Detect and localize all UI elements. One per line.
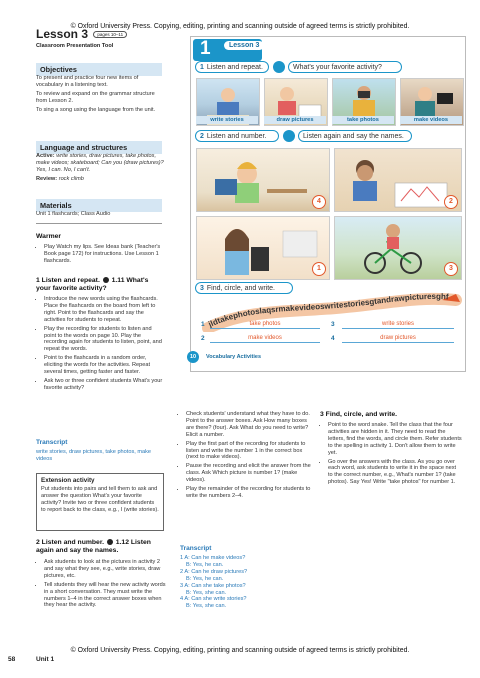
children-drawing-illustration	[335, 149, 461, 211]
scene-number: 4	[312, 195, 326, 209]
pb-activity3-text: Find, circle, and write.	[206, 285, 275, 292]
pb-activity2-number: 2	[200, 133, 204, 140]
activity3-list	[320, 422, 462, 488]
girl-tablet-illustration	[197, 217, 329, 279]
answer-number: 4	[331, 335, 335, 342]
activity2-list-a	[36, 559, 166, 611]
transcript-line: 3 A: Can she take photos?	[180, 582, 246, 589]
boy-laptop-illustration	[197, 149, 329, 211]
active-text: write stories, draw pictures, take photos, make videos; skateboard; Can you (draw pictures)? Yes, I can. No, I can't.	[36, 153, 164, 173]
extension-activity-box	[36, 473, 164, 531]
active-label: Active:	[36, 153, 55, 159]
pb-activity1-bar	[195, 61, 269, 73]
copyright-notice-top: © Oxford University Press. Copying, editing, printing and scanning outside of agreed terms is strictly prohibited.	[70, 23, 410, 30]
list-item: • Play the recording for students to listen and point to the words on page 10. Play the recording again for students to listen, point, and repeat the words.	[44, 326, 164, 354]
answer-line[interactable]: write stories	[342, 320, 454, 329]
scene-boy-making-videos	[196, 148, 330, 212]
lesson-title	[36, 27, 127, 41]
warmer-heading: Warmer	[36, 233, 62, 240]
objectives-list	[36, 75, 164, 116]
caption-write-stories: write stories	[196, 116, 258, 124]
list-item: • Point to the flashcards in a random order, eliciting the words for the activities. Repeat several times, getting faster and faster.	[44, 355, 164, 376]
vocabulary-activities-label: Vocabulary Activities	[206, 354, 262, 360]
list-item: • Ask two or three confident students What's your favorite activity?	[44, 378, 164, 392]
scene-children-drawing	[334, 148, 462, 212]
activity2-list-b	[178, 411, 312, 502]
pages-badge: pages 10–11	[93, 31, 127, 38]
materials-heading: Materials	[36, 199, 162, 212]
caption-draw-pictures: draw pictures	[264, 116, 326, 124]
caption-take-photos: take photos	[332, 116, 394, 124]
language-heading: Language and structures	[36, 141, 162, 154]
materials-text: Unit 1 flashcards; Class Audio	[36, 211, 111, 217]
warmer-list	[36, 244, 164, 267]
extension-heading: Extension activity	[41, 477, 95, 484]
language-text	[36, 153, 164, 185]
pb-activity3-number: 3	[200, 285, 204, 292]
transcript-line: B: Yes, he can.	[186, 561, 224, 568]
pb-activity2-text: Listen and number.	[206, 133, 267, 140]
pb-activity2-bar-2: Listen again and say the names.	[298, 130, 412, 142]
list-item: • Tell students they will hear the new activity words in a short conversation. They must write the numbers 1–4 in the correct answer boxes when they hear the activity.	[44, 582, 166, 610]
caption-make-videos: make videos	[400, 116, 462, 124]
transcript-line: B: Yes, he can.	[186, 575, 224, 582]
answer-number: 3	[331, 321, 335, 328]
review-text: rock climb	[58, 176, 84, 182]
scene-number: 2	[444, 195, 458, 209]
pb-activity1-number: 1	[200, 64, 204, 71]
scene-number: 3	[444, 262, 458, 276]
scene-girl-with-tablet	[196, 216, 330, 280]
answer-line[interactable]: make videos	[210, 334, 320, 343]
activity3-heading: 3 Find, circle, and write.	[320, 411, 398, 418]
pb-activity2-bar	[195, 130, 279, 142]
activity1-list	[36, 296, 164, 394]
transcript-line: 2 A: Can he draw pictures?	[180, 568, 248, 575]
pb-activity1-question-bar: What's your favorite activity?	[288, 61, 402, 73]
divider	[36, 223, 162, 224]
answer-number: 1	[201, 321, 205, 328]
transcript-line: B: Yes, she can.	[186, 603, 227, 610]
answer-line[interactable]: take photos	[210, 320, 320, 329]
lesson-title-text: Lesson 3	[36, 27, 89, 41]
activity2-heading	[36, 539, 164, 555]
transcript-line: 1 A: Can he make videos?	[180, 555, 246, 561]
list-item: • Play the remainder of the recording for students to write the numbers 2–4.	[186, 486, 312, 500]
answer-number: 2	[201, 335, 205, 342]
activity1-track: 1.11 What's your favorite activity?	[36, 277, 149, 292]
page-badge: 10	[187, 351, 199, 363]
review-label: Review:	[36, 176, 58, 182]
list-item: • Check students' understand what they have to do. Point to the answer boxes. Ask How many boxes are there? (four). Ask What do you need to write? Elicit a number.	[186, 411, 312, 439]
activity2-track: 1.12 Listen again and say the names.	[36, 539, 151, 554]
objective-item: To review and expand on the grammar structure from Lesson 2.	[36, 91, 155, 104]
activity1-transcript-heading: Transcript	[36, 439, 68, 446]
objective-item: To sing a song using the language from the unit.	[36, 107, 156, 113]
activity1-heading	[36, 277, 164, 293]
objective-item: To present and practice four new items of vocabulary in a listening text.	[36, 75, 139, 88]
transcript-line: 4 A: Can she write stories?	[180, 596, 247, 603]
scene-boy-on-bike	[334, 216, 462, 280]
transcript-line: B: Yes, she can.	[186, 589, 227, 596]
list-item: • Introduce the new words using the flashcards. Place the flashcards on the board from left to right. Point to the flashcards and say the activities for students to repeat.	[44, 296, 164, 324]
audio-icon	[103, 277, 109, 283]
list-item: • Play the first part of the recording for students to listen and write the number 1 in the correct box (next to make videos).	[186, 441, 312, 462]
footer-unit: Unit 1	[36, 656, 55, 663]
unit-number: 1	[200, 38, 211, 59]
activity2-transcript-heading: Transcript	[180, 545, 212, 552]
copyright-notice-bottom: © Oxford University Press. Copying, editing, printing and scanning outside of agreed terms is strictly prohibited.	[70, 647, 410, 654]
list-item: • Ask students to look at the pictures in activity 2 and say what they see, e.g., write stories, draw pictures, etc.	[44, 559, 166, 580]
scene-number: 1	[312, 262, 326, 276]
list-item: • Point to the word snake. Tell the class that the four activities are hidden in it. They need to read the letters, find the words, and circle them. Refer students to the spelling in activity 1. Don't allow them to write yet.	[328, 422, 462, 457]
audio-icon	[107, 539, 113, 545]
audio-icon	[283, 130, 295, 142]
list-item: • Play Watch my lips. See Ideas bank (Teacher's Book page 172) for instructions. Use Lesson 1 flashcards.	[44, 244, 164, 265]
activity2-title: 2 Listen and number.	[36, 539, 104, 546]
activity1-transcript: write stories, draw pictures, take photos, make videos	[36, 449, 152, 462]
lesson-subtitle: Classroom Presentation Tool	[36, 43, 114, 49]
pb-activity1-text: Listen and repeat.	[206, 64, 263, 71]
activity2-transcript	[180, 555, 300, 610]
activity1-title: 1 Listen and repeat.	[36, 277, 100, 284]
objectives-heading: Objectives	[36, 63, 162, 76]
answer-line[interactable]: draw pictures	[342, 334, 454, 343]
boy-bike-illustration	[335, 217, 461, 279]
list-item: • Go over the answers with the class. As you go over each word, ask students to write it in the space next to the correct number, e.g., What's number 1? (take photos). Say Yes! Write "take photos" for number 1.	[328, 459, 462, 487]
pupil-lesson-label: Lesson 3	[224, 41, 264, 50]
word-snake-letters: jldtakephotoslaqsrmakevideoswritestoriesgtandrawpicturesghf	[206, 291, 449, 329]
extension-text: Put students into pairs and tell them to ask and answer the question What's your favorite activity? Invite two or three confident students to report back to the class, e.g., I (write stories).	[41, 486, 159, 513]
audio-icon	[273, 61, 285, 73]
list-item: • Pause the recording and elicit the answer from the class. Ask Which picture is number 1? (make videos).	[186, 463, 312, 484]
page-number: 58	[8, 656, 16, 663]
